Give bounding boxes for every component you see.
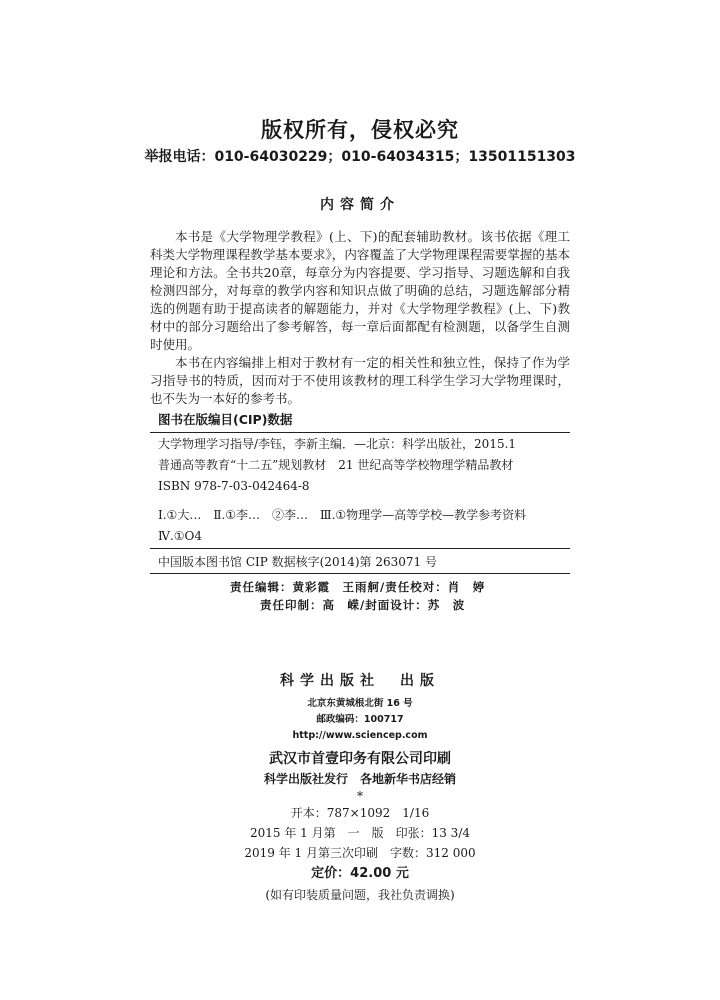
editors-row-2: 责任印制：高 嵘/封面设计：苏 波 [260, 598, 466, 612]
editors-row-1: 责任编辑：黄彩霞 王雨舸/责任校对：肖 婷 [230, 580, 486, 594]
cip-series-line: 普通高等教育“十二五”规划教材 21 世纪高等学校物理学精品教材 [158, 458, 514, 472]
printing: 2019 年 1 月第三次印刷 字数：312 000 [244, 846, 476, 860]
cip-block [150, 410, 570, 614]
publisher-name: 科学出版社 出版 [280, 673, 440, 689]
edition: 2015 年 1 月第 一 版 印张：13 3/4 [249, 826, 470, 840]
cip-heading: 图书在版编目(CIP)数据 [150, 410, 570, 433]
publisher-address: 北京东黄城根北街 16 号 [307, 698, 413, 709]
printer: 武汉市首壹印务有限公司印刷 [269, 751, 451, 767]
separator-star: * [357, 789, 363, 803]
postcode: 邮政编码：100717 [316, 714, 404, 725]
intro-paragraph: 本书是《大学物理学教程》(上、下)的配套辅助教材。该书依据《理工科类大学物理课程教学基本要求》，内容覆盖了大学物理课程需要掌握的基本理论和方法。全书共20章，每章分为内容提要、学习指导、习题选解和自我检测四部分，对每章的教学内容和知识点做了明确的总结，习题选解部分精选的例题有助于提高读者的解题能力，并对《大学物理学教程》(上、下)教材中的部分习题给出了参考解答，每一章后面都配有检测题，以备学生自测时使用。 [150, 229, 570, 352]
cip-isbn: ISBN 978-7-03-042464-8 [158, 479, 310, 493]
format: 开本：787×1092 1/16 [290, 806, 430, 820]
price: 定价：42.00 元 [311, 866, 409, 881]
cip-classification-2: Ⅳ.①O4 [158, 529, 203, 543]
quality-notice: (如有印装质量问题，我社负责调换) [265, 888, 455, 902]
intro-body [150, 228, 570, 408]
editors [150, 574, 570, 614]
intro-heading: 内容简介 [320, 197, 400, 213]
cip-number: 中国版本图书馆 CIP 数据核字(2014)第 263071 号 [150, 549, 570, 574]
report-phone: 举报电话：010-64030229；010-64034315；13501151303 [144, 149, 576, 165]
distributor: 科学出版社发行 各地新华书店经销 [263, 772, 456, 786]
imprint [0, 670, 720, 905]
website: http://www.sciencep.com [292, 730, 428, 741]
cip-gap [150, 496, 570, 504]
cip-title-line: 大学物理学习指导/李钰，李新主编．—北京：科学出版社，2015.1 [158, 437, 517, 451]
intro-paragraph: 本书在内容编排上相对于教材有一定的相关性和独立性，保持了作为学习指导书的特质，因而对于不使用该教材的理工科学生学习大学物理课时，也不失为一本好的参考书。 [150, 355, 570, 406]
copyright-title: 版权所有，侵权必究 [261, 118, 459, 142]
cip-classification: Ⅰ.①大… Ⅱ.①李… ②李… Ⅲ.①物理学—高等学校—教学参考资料 [158, 508, 527, 522]
